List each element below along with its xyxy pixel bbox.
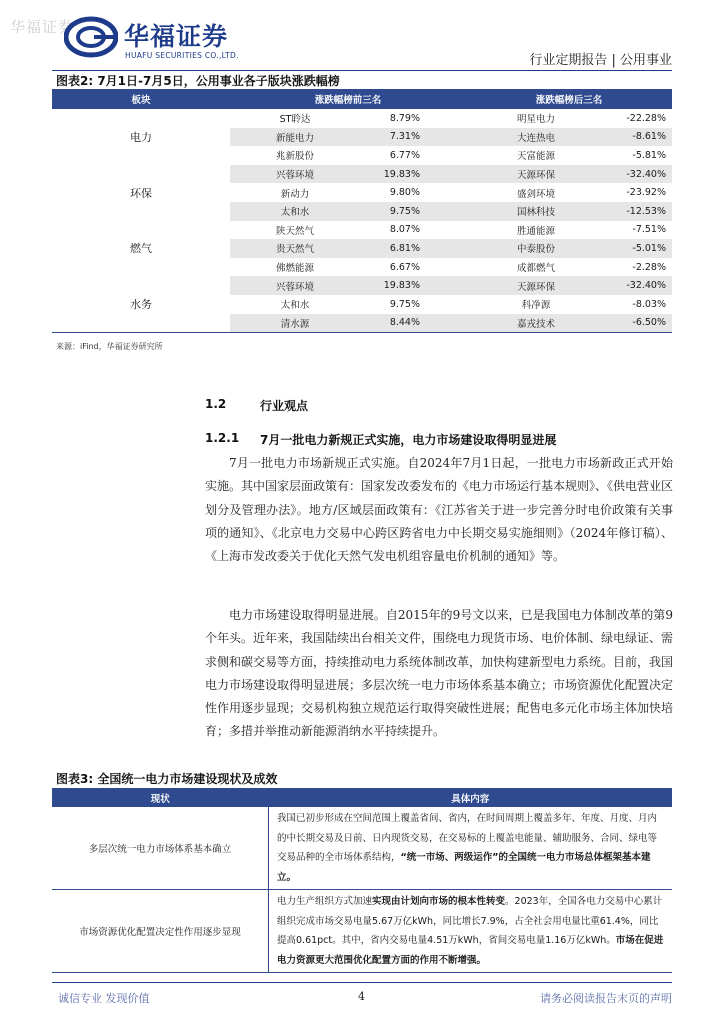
bottom-stock-name: 胜通能源 bbox=[516, 225, 555, 237]
top-stock-change: 6.77% bbox=[389, 149, 420, 161]
top-stock-change: 7.31% bbox=[360, 128, 426, 147]
bottom-stock-name: 明星电力 bbox=[516, 114, 555, 126]
top-stock-name: ST聆达 bbox=[279, 114, 311, 126]
table2-source: 来源：iFind，华福证券研究所 bbox=[56, 342, 163, 351]
bottom-stock-change: -5.01% bbox=[606, 239, 672, 258]
subsection-number: 1.2.1 bbox=[205, 431, 240, 445]
spacer-cell bbox=[426, 221, 466, 240]
sector-cell bbox=[52, 146, 230, 165]
bottom-stock-change: -22.28% bbox=[626, 112, 666, 124]
top-stock-change: 9.75% bbox=[360, 202, 426, 221]
bottom-stock-name: 嘉戎技术 bbox=[466, 314, 606, 333]
top-stock-change: 6.67% bbox=[389, 261, 420, 273]
top-stock-name: 太和水 bbox=[230, 202, 360, 221]
top-stock-change: 8.07% bbox=[389, 224, 420, 236]
status-cell: 多层次统一电力市场体系基本确立 bbox=[52, 807, 269, 890]
logo-company-name-en: HUAFU SECURITIES CO.,LTD. bbox=[125, 51, 239, 60]
table-row bbox=[52, 165, 672, 184]
sector-cell bbox=[52, 276, 230, 295]
header-top3: 涨跌幅榜前三名 bbox=[230, 89, 466, 109]
bottom-stock-name: 盛剑环境 bbox=[516, 188, 555, 200]
content-cell bbox=[269, 807, 673, 890]
table-row bbox=[52, 128, 672, 147]
table3-caption: 图表3: 全国统一电力市场建设现状及成效 bbox=[56, 772, 278, 786]
table-row bbox=[52, 258, 672, 277]
footer-divider bbox=[52, 982, 672, 983]
top-stock-change: 9.75% bbox=[389, 298, 420, 310]
header-content: 具体内容 bbox=[269, 788, 673, 807]
section-title: 行业观点 bbox=[260, 399, 309, 413]
bottom-stock-change: -2.28% bbox=[632, 261, 666, 273]
bottom-stock-name: 大连热电 bbox=[466, 128, 606, 147]
header-status: 现状 bbox=[52, 788, 269, 807]
top-stock-change: 19.83% bbox=[360, 276, 426, 295]
top-stock-name: 兴蓉环境 bbox=[230, 165, 360, 184]
table-row bbox=[52, 276, 672, 295]
spacer-cell bbox=[426, 258, 466, 277]
status-cell: 市场资源优化配置决定性作用逐步显现 bbox=[52, 890, 269, 973]
content-text: 。2023年，全国各电力交易中心累计组织完成市场交易电量5.67万亿kWh，同比增长7.9%，占全社会用电量比重61.4%，同比提高0.61pct。其中，省内交易电量4.51万kWh，省间交易电量1.16万亿kWh。 bbox=[277, 896, 663, 946]
bottom-stock-change: -8.61% bbox=[606, 128, 672, 147]
top-stock-change: 8.44% bbox=[360, 314, 426, 333]
table-header-row bbox=[52, 89, 672, 109]
bottom-stock-change: -32.40% bbox=[606, 276, 672, 295]
bottom-stock-change: -6.50% bbox=[606, 314, 672, 333]
spacer-cell bbox=[426, 276, 466, 295]
top-stock-change: 9.80% bbox=[389, 187, 420, 199]
table-row bbox=[52, 314, 672, 333]
content-bold-text: 市场在促进电力资源更大范围优化配置方面的作用不断增强。 bbox=[277, 935, 664, 966]
table-row bbox=[52, 239, 672, 258]
bottom-stock-name: 天富能源 bbox=[516, 151, 555, 163]
table-row bbox=[52, 109, 672, 128]
table-row bbox=[52, 295, 672, 314]
content-text: 我国已初步形成在空间范围上覆盖省间、省内，在时间周期上覆盖多年、年度、月度、月内的中长期交易及日前、日内现货交易，在交易标的上覆盖电能量、辅助服务、合同、绿电等交易品种的全市场体系结构， bbox=[277, 813, 658, 863]
spacer-cell bbox=[426, 202, 466, 221]
bottom-stock-name: 天源环保 bbox=[466, 165, 606, 184]
bottom-stock-name: 成都燃气 bbox=[516, 263, 555, 275]
top-stock-name: 兴蓉环境 bbox=[230, 276, 360, 295]
header-sector: 板块 bbox=[52, 89, 230, 109]
sector-cell: 燃气 bbox=[52, 239, 230, 258]
spacer-cell bbox=[426, 146, 466, 165]
header-bottom3: 涨跌幅榜后三名 bbox=[466, 89, 672, 109]
bottom-stock-name: 中泰股份 bbox=[466, 239, 606, 258]
sector-cell: 电力 bbox=[52, 128, 230, 147]
subsection-title: 7月一批电力新规正式实施，电力市场建设取得明显进展 bbox=[260, 433, 557, 447]
sector-cell bbox=[52, 202, 230, 221]
company-logo-icon bbox=[64, 16, 118, 58]
sector-cell: 水务 bbox=[52, 295, 230, 314]
table-row bbox=[52, 890, 672, 973]
section-number: 1.2 bbox=[205, 397, 227, 411]
logo-company-name: 华福证券 bbox=[124, 22, 229, 51]
bottom-stock-name: 天源环保 bbox=[466, 276, 606, 295]
table-row bbox=[52, 146, 672, 165]
bottom-stock-name: 科净源 bbox=[521, 300, 551, 312]
content-text: 电力生产组织方式加速 bbox=[277, 896, 373, 907]
table-row bbox=[52, 202, 672, 221]
spacer-cell bbox=[426, 109, 466, 128]
table-row bbox=[52, 807, 672, 890]
sector-cell bbox=[52, 258, 230, 277]
bottom-stock-name: 国林科技 bbox=[466, 202, 606, 221]
bottom-stock-change: -12.53% bbox=[606, 202, 672, 221]
spacer-cell bbox=[426, 128, 466, 147]
sector-cell bbox=[52, 314, 230, 333]
page-number: 4 bbox=[358, 990, 365, 1003]
top-stock-change: 8.79% bbox=[389, 112, 420, 124]
paragraph-market-progress: 电力市场建设取得明显进展。自2015年的9号文以来，已是我国电力体制改革的第9个年头。近年来，我国陆续出台相关文件，围绕电力现货市场、电价体制、绿电绿证、需求侧和碳交易等方面，持续推动电力系统体制改革，加快构建新型电力系统。目前，我国电力市场建设取得明显进展；多层次统一电力市场体系基本确立；市场资源优化配置决定性作用逐步显现；交易机构独立规范运行取得突破性进展；配售电多元化市场主体加快培育；多措并举推动新能源消纳水平持续提升。 bbox=[205, 608, 674, 739]
footer-slogan: 诚信专业 发现价值 bbox=[58, 992, 150, 1005]
spacer-cell bbox=[426, 295, 466, 314]
spacer-cell bbox=[426, 314, 466, 333]
sector-cell bbox=[52, 109, 230, 128]
top-stock-name: 太和水 bbox=[280, 300, 310, 312]
table-row bbox=[52, 183, 672, 202]
top-stock-name: 兆新股份 bbox=[275, 151, 314, 163]
top-stock-change: 19.83% bbox=[360, 165, 426, 184]
top-stock-name: 佛燃能源 bbox=[275, 263, 314, 275]
spacer-cell bbox=[426, 183, 466, 202]
watermark-text: 华福证券 bbox=[10, 18, 75, 36]
sector-cell: 环保 bbox=[52, 183, 230, 202]
top-stock-change: 6.81% bbox=[360, 239, 426, 258]
bottom-stock-change: -23.92% bbox=[626, 187, 666, 199]
paragraph-new-rules: 7月一批电力市场新规正式实施。自2024年7月1日起，一批电力市场新政正式开始实施。其中国家层面政策有：国家发改委发布的《电力市场运行基本规则》、《供电营业区划分及管理办法》。地方/区域层面政策有：《江苏省关于进一步完善分时电价政策有关事项的通知》、《北京电力交易中心跨区跨省电力中长期交易实施细则》（2024年修订稿）、《上海市发改委关于优化天然气发电机组容量电价机制的通知》等。 bbox=[205, 456, 674, 564]
content-bold-text: 实现由计划向市场的根本性转变 bbox=[372, 896, 506, 907]
table2-caption: 图表2: 7月1日-7月5日，公用事业各子版块涨跌幅榜 bbox=[56, 74, 340, 88]
sector-cell bbox=[52, 221, 230, 240]
bottom-stock-change: -8.03% bbox=[632, 298, 666, 310]
bottom-stock-change: -32.40% bbox=[606, 165, 672, 184]
sector-ranking-table bbox=[52, 89, 672, 333]
bottom-stock-change: -7.51% bbox=[632, 224, 666, 236]
top-stock-name: 贵天然气 bbox=[230, 239, 360, 258]
header-divider bbox=[52, 70, 672, 71]
table-row bbox=[52, 221, 672, 240]
top-stock-name: 新能电力 bbox=[230, 128, 360, 147]
top-stock-name: 清水源 bbox=[230, 314, 360, 333]
top-stock-name: 新动力 bbox=[280, 188, 310, 200]
spacer-cell bbox=[426, 165, 466, 184]
table-header-row bbox=[52, 788, 672, 807]
spacer-cell bbox=[426, 239, 466, 258]
footer-disclaimer: 请务必阅读报告末页的声明 bbox=[540, 992, 672, 1005]
sector-cell bbox=[52, 165, 230, 184]
content-bold-text: “统一市场、两级运作”的全国统一电力市场总体框架基本建立。 bbox=[277, 852, 651, 883]
top-stock-name: 陕天然气 bbox=[275, 225, 314, 237]
report-type-label: 行业定期报告 | 公用事业 bbox=[529, 53, 672, 68]
bottom-stock-change: -5.81% bbox=[632, 149, 666, 161]
content-cell bbox=[269, 890, 673, 973]
market-status-table bbox=[52, 788, 672, 973]
